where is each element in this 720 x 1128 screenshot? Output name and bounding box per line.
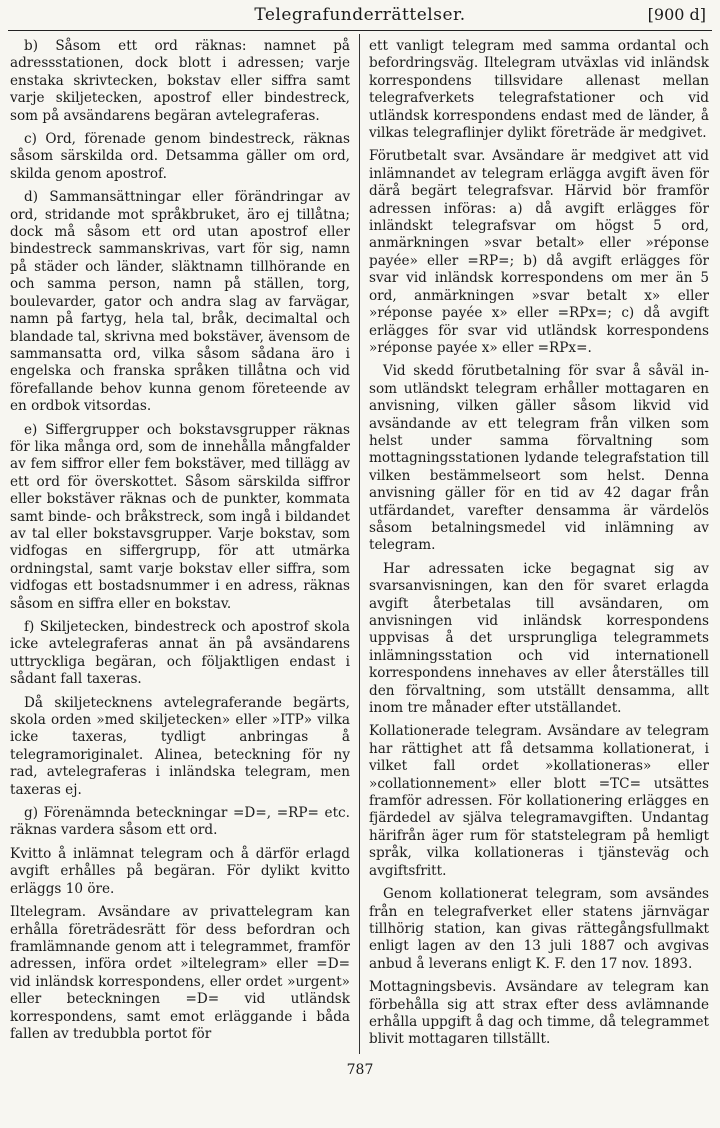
paragraph-delivery-receipt: Mottagningsbevis. Avsändare av telegram kan förbehålla sig att strax efter dess avlämnande erhålla uppgift å dag och timme, då telegrammet blivit mottagaren tillställt.: [369, 979, 709, 1048]
paragraph-collated-legal: Genom kollationerat telegram, som avsändes från en telegrafverket eller statens järnvägar tillhörig station, kan givas rättegångsfullmakt enligt lagen av den 13 juli 1887 och avgivas anbud å leverans enligt K. F. den 17 nov. 1893.: [369, 886, 709, 972]
paragraph-d-compound-words: d) Sammansättningar eller förändringar av ord, stridande mot språkbruket, äro ej tillåtna; dock må såsom ett ord utan apostrof eller bindestreck sammanskrivas, vart för sig, namn på städer och länder, släktnamn tillhörande en och samma person, namn på ställen, torg, boulevarder, gator och andra slag av farvägar, namn på fartyg, hela tal, bråk, decimaltal och blandade tal, skrivna med bokstäver, ävensom de sammansatta ord, vilka såsom sådana äro i engelska och franska språken tillåtna och vid förefallande behov kunna genom företeende av en ordbok vitsordas.: [10, 189, 350, 415]
paragraph-e-digit-groups: e) Siffergrupper och bokstavsgrupper räknas för lika många ord, som de innehålla mångfalder av fem siffror eller fem bokstäver, med tillägg av ett ord för överskottet. Såsom särskilda siffror eller bokstäver räknas och de punkter, kommata samt binde- och bråkstreck, som ingå i bildandet av tal eller bokstavsgrupper. Varje bokstav, som vidfogas en siffergrupp, för att utmärka ordningstal, samt varje bokstav eller siffra, som vidfogas ett bostadsnummer i en adress, räknas såsom en siffra eller en bokstav.: [10, 421, 350, 612]
paragraph-g-designations: g) Förenämnda beteckningar =D=, =RP= etc. räknas vardera såsom ett ord.: [10, 805, 350, 839]
paragraph-urgent-telegram-cont: ett vanligt telegram med samma ordantal och befordringsväg. Iltelegram utväxlas vid inländsk korrespondens tillsvidare allenast mellan telegrafverkets telegrafstationer och vid utländsk korrespondens endast med de länder, å vilkas telegraflinjer dylikt företräde är medgivet.: [369, 38, 709, 142]
right-column: [369, 38, 709, 1055]
page-number: 787: [346, 1062, 374, 1078]
paragraph-punctuation-request: Då skiljetecknens avtelegraferande begärts, skola orden »med skiljetecken» eller »ITP» vilka icke taxeras, tydligt anbringas å telegramoriginalet. Alinea, beteckning för ny rad, avtelegraferas i inländska telegram, men taxeras ej.: [10, 694, 350, 798]
running-title: Telegrafunderrättelser.: [254, 5, 466, 25]
column-divider: [359, 34, 360, 1054]
paragraph-receipt: Kvitto å inlämnat telegram och å därför erlagd avgift erhålles på begäran. För dylikt kvitto erläggs 10 öre.: [10, 845, 350, 897]
left-column: [10, 38, 350, 1049]
page-header: [8, 2, 712, 32]
section-reference: [900 d]: [647, 5, 706, 24]
header-rule: [8, 30, 712, 31]
paragraph-reply-voucher: Vid skedd förutbetalning för svar å såväl in- som utländskt telegram erhåller mottagaren en anvisning, vilken gäller såsom likvid vid avsändande av ett telegram från vilken som helst under samma förvaltning som mottagningsstationen lydande telegrafstation till vilken bestämmelseort som helst. Denna anvisning gäller för en tid av 42 dagar från utfärdandet, varefter densamma är värdelös såsom betalningsmedel vid inlämning av telegram.: [369, 363, 709, 554]
paragraph-urgent-telegram: Iltelegram. Avsändare av privattelegram kan erhålla företrädesrätt för dess befordran och framlämnande genom att i telegrammet, framför adressen, införa ordet »iltelegram» eller =D= vid inländsk korrespondens, eller ordet »urgent» eller beteckningen =D= vid utländsk korrespondens, samt emot erläggande i båda fallen av tredubbla portot för: [10, 904, 350, 1042]
paragraph-collated-telegram: Kollationerade telegram. Avsändare av telegram har rättighet att få detsamma kollationerat, i vilket fall ordet »kollationeras» eller »collationnement» eller blott =TC= utsättes framför adressen. För kollationering erlägges en fjärdedel av själva telegramavgiften. Undantag härifrån äger rum för statstelegram på hemligt språk, vilka kollationeras i tjänsteväg och avgiftsfritt.: [369, 723, 709, 879]
paragraph-f-punctuation: f) Skiljetecken, bindestreck och apostrof skola icke avtelegraferas annat än på avsändarens uttryckliga begäran, och följaktligen endast i sådant fall taxeras.: [10, 619, 350, 688]
paragraph-prepaid-reply: Förutbetalt svar. Avsändare är medgivet att vid inlämnandet av telegram erlägga avgift även för därå begärt telegrafsvar. Härvid bör framför adressen införas: a) då avgift erlägges för inländskt telegrafsvar om högst 5 ord, anmärkningen »svar betalt» eller »réponse payée» eller =RP=; b) då avgift erlägges för svar vid inländsk korrespondens om mer än 5 ord, anmärkningen »svar betalt x» eller »réponse payée x» eller =RPx=; c) då avgift erlägges för svar vid utländsk korrespondens »réponse payée x» eller =RPx=.: [369, 148, 709, 356]
paragraph-reply-refund: Har adressaten icke begagnat sig av svarsanvisningen, kan den för svaret erlagda avgift återbetalas till avsändaren, om anvisningen vid inländsk korrespondens uppvisas å det ursprungliga telegrammets inlämningsstation och vid internationell korrespondens innehaves av eller återställes till den förvaltning, som utställt densamma, allt inom tre månader efter utställandet.: [369, 560, 709, 717]
paragraph-b-word-counting: b) Såsom ett ord räknas: namnet på adressstationen, dock blott i adressen; varje enstaka skrivtecken, bokstav eller siffra samt varje skiljetecken, apostrof eller bindestreck, som på avsändarens begäran avtelegraferas.: [10, 38, 350, 124]
paragraph-c-hyphenated-words: c) Ord, förenade genom bindestreck, räknas såsom särskilda ord. Detsamma gäller om ord, skilda genom apostrof.: [10, 131, 350, 182]
